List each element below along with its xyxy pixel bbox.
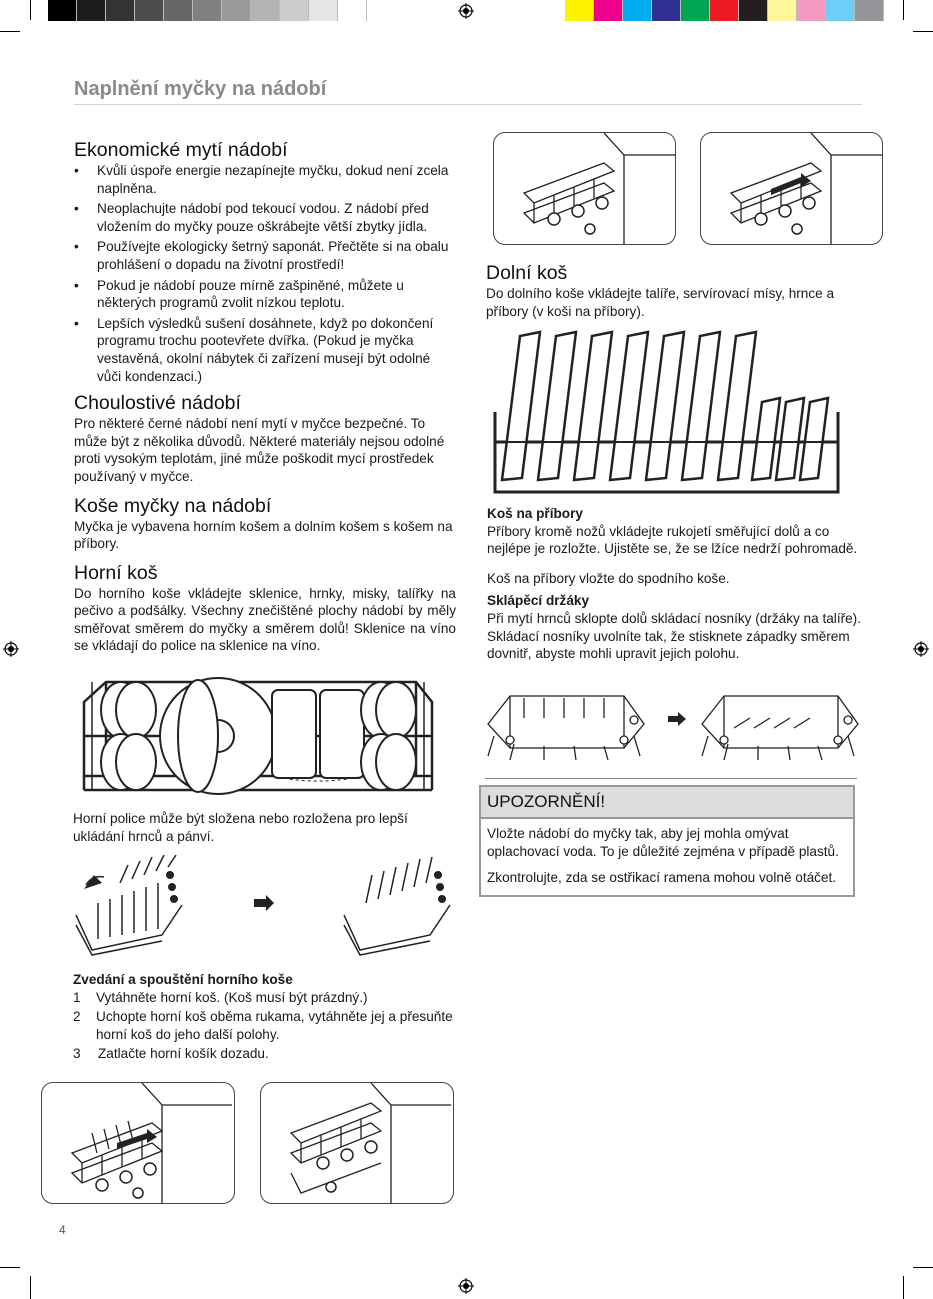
eco-heading: Ekonomické mytí nádobí [74, 139, 288, 161]
left-column-top [74, 138, 456, 655]
warning-text-2: Zkontrolujte, zda se ostřikací ramena mohou volně otáčet. [487, 870, 837, 885]
color-swatch [77, 0, 106, 21]
list-item: • Pokud je nádobí pouze mírně zašpiněné, můžete u některých programů zvolit nízkou teplotu. [74, 277, 456, 312]
crop-mark [30, 0, 31, 20]
color-swatch [309, 0, 338, 21]
color-swatch [739, 0, 768, 21]
color-swatch [193, 0, 222, 21]
delicate-heading: Choulostivé nádobí [74, 392, 241, 415]
color-swatch [338, 0, 367, 21]
raise-lower-heading: Zvedání a spouštění horního koše [73, 972, 293, 987]
warning-text-1: Vložte nádobí do myčky tak, aby jej mohla omývat oplachovací voda. To je důležité zejména v případě plastů. [487, 826, 839, 859]
registration-mark-icon [458, 3, 474, 19]
warning-divider [485, 778, 857, 779]
crop-mark [913, 1267, 933, 1268]
color-swatch [623, 0, 652, 21]
crop-mark [903, 1276, 904, 1299]
list-item: 3 Zatlačte horní košík dozadu. [73, 1046, 269, 1062]
lower-basket-section [486, 261, 864, 320]
crop-mark [0, 1267, 20, 1268]
color-swatch [106, 0, 135, 21]
cutlery-section [487, 505, 865, 663]
crop-mark [903, 0, 904, 20]
warning-box [479, 785, 855, 897]
color-swatch [251, 0, 280, 21]
list-item: • Lepších výsledků sušení dosáhnete, když po dokončení programu trochu pootevřete dvířka. (Pokud je myčka vestavěná, okolní nábytek či zařízení musejí být odolné vůči kondenzaci.) [74, 315, 456, 385]
color-swatch [652, 0, 681, 21]
upper-basket-heading: Horní koš [74, 561, 158, 584]
folding-tines-illustration [484, 688, 864, 760]
list-item: 1 Vytáhněte horní koš. (Koš musí být prázdný.) [73, 989, 368, 1005]
cutlery-text: Příbory kromě nožů vkládejte rukojetí směřující dolů a co nejlépe je rozložte. Ujistěte se, že se lžíce nedrží pohromadě. [487, 523, 858, 557]
color-swatch [565, 0, 594, 21]
color-swatch [280, 0, 309, 21]
warning-heading: UPOZORNĚNÍ! [481, 787, 853, 819]
registration-mark-icon [3, 641, 19, 657]
page-title: Naplnění myčky na nádobí [74, 78, 327, 100]
color-swatch [710, 0, 739, 21]
shelf-fold-illustration [72, 855, 457, 958]
lower-basket-illustration [490, 330, 842, 495]
upper-basket-illustration [76, 672, 438, 796]
folding-text: Při mytí hrnců sklopte dolů skládací nosníky (držáky na talíře). Skládací nosníky uvolníte tak, že stisknete západky směrem dovnitř, abyste mohli upravit jejich polohu. [487, 610, 861, 662]
baskets-text: Myčka je vybavena horním košem a dolním košem s košem na příbory. [74, 518, 453, 552]
color-swatch [826, 0, 855, 21]
page-number: 4 [59, 1223, 66, 1237]
cutlery-text-2: Koš na příbory vložte do spodního koše. [487, 570, 730, 586]
lower-basket-text: Do dolního koše vkládejte talíře, servírovací mísy, hrnce a příbory (v koši na příbory). [486, 286, 835, 319]
crop-mark [0, 31, 20, 32]
process-color-bar [565, 0, 884, 21]
color-swatch [594, 0, 623, 21]
color-swatch [797, 0, 826, 21]
color-swatch [855, 0, 884, 21]
basket-rail-illustration-1 [41, 1082, 235, 1204]
color-swatch [135, 0, 164, 21]
crop-mark [30, 1276, 31, 1299]
raise-lower-section [73, 971, 455, 1065]
color-swatch [681, 0, 710, 21]
raise-lower-steps [73, 989, 455, 1063]
eco-list [74, 162, 456, 385]
color-swatch [48, 0, 77, 21]
list-item: • Kvůli úspoře energie nezapínejte myčku, dokud není zcela naplněna. [74, 162, 456, 197]
list-item: • Neoplachujte nádobí pod tekoucí vodou. Z nádobí před vložením do myčky pouze oškrábejte větší zbytky jídla. [74, 200, 456, 235]
delicate-text: Pro některé černé nádobí není mytí v myčce bezpečné. To může být z několika důvodů. Některé materiály nejsou odolné proti vysokým teplotám, jiné může poškodit mycí prostředek používaný v myčce. [74, 416, 445, 484]
color-swatch [222, 0, 251, 21]
color-swatch [164, 0, 193, 21]
crop-mark [913, 31, 933, 32]
folding-heading: Sklápěcí držáky [487, 593, 590, 609]
upper-basket-text: Do horního koše vkládejte sklenice, hrnky, misky, talířky na pečivo a podšálky. Všechny znečištěné plochy nádobí by měly směřovat směrem do myčky a směrem dolů! Sklenice na víno se vkládají do police na sklenice na víno. [74, 585, 456, 654]
registration-mark-icon [458, 1278, 474, 1294]
cutlery-heading: Koš na příbory [487, 506, 583, 521]
list-item: 2 Uchopte horní koš oběma rukama, vytáhněte jej a přesuňte horní koš do jeho další polohy. [73, 1009, 453, 1042]
rail-illustration-4 [700, 132, 883, 245]
registration-mark-icon [913, 641, 929, 657]
color-swatch [768, 0, 797, 21]
lower-basket-heading: Dolní koš [486, 262, 568, 284]
title-divider [74, 104, 862, 105]
basket-rail-illustration-2 [260, 1082, 454, 1204]
rail-illustration-3 [493, 132, 676, 245]
list-item: • Používejte ekologicky šetrný saponát. Přečtěte si na obalu prohlášení o dopadu na životní prostředí! [74, 238, 456, 273]
grayscale-color-bar [48, 0, 367, 21]
baskets-heading: Koše myčky na nádobí [74, 494, 272, 517]
shelf-text: Horní police může být složena nebo rozložena pro lepší ukládání hrnců a pánví. [73, 811, 408, 844]
